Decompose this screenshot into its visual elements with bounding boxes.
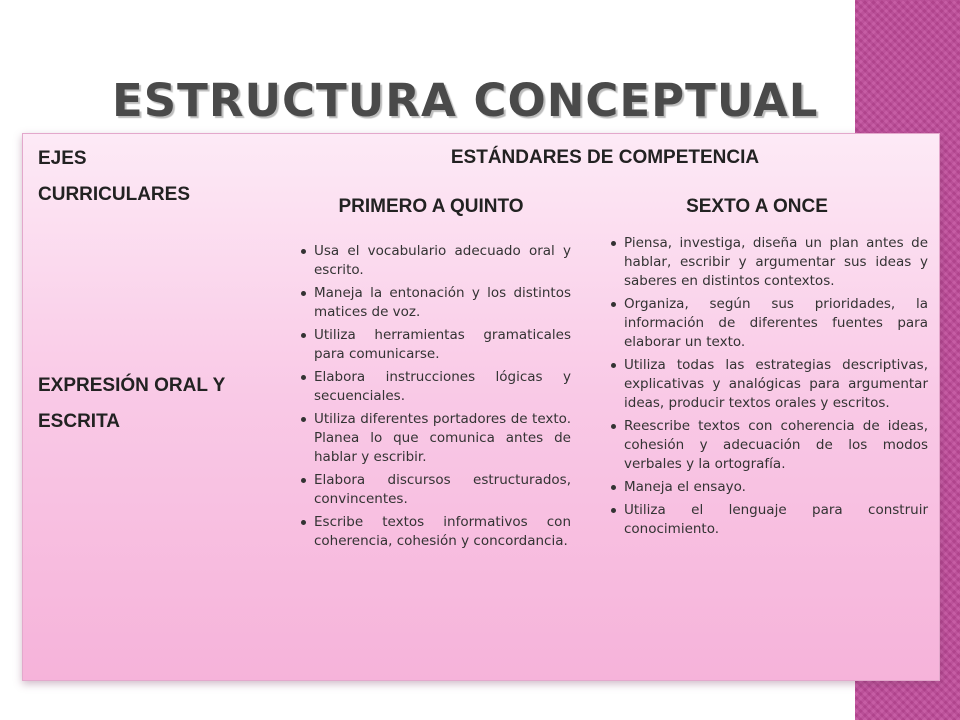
list-item-text: Elabora instrucciones lógicas y secuenciales.	[314, 369, 571, 404]
axis-value: EXPRESIÓN ORAL Y ESCRITA	[38, 375, 225, 432]
column-title-primero-quinto: PRIMERO A QUINTO	[338, 196, 524, 217]
list-item-text: Usa el vocabulario adecuado oral y escrito.	[314, 243, 571, 278]
list-item	[609, 295, 928, 352]
list-item	[609, 234, 928, 291]
list-item	[609, 356, 928, 413]
standards-list-primero-quinto	[299, 242, 571, 555]
axis-header: EJES CURRICULARES	[38, 148, 190, 205]
list-item	[299, 513, 571, 551]
list-item	[609, 417, 928, 474]
list-item-text: Organiza, según sus prioridades, la información de diferentes fuentes para elaborar un texto.	[624, 296, 928, 350]
column-title-sexto-once: SEXTO A ONCE	[686, 196, 828, 217]
slide-title: ESTRUCTURA CONCEPTUAL	[112, 74, 819, 127]
standards-list-sexto-once	[609, 234, 928, 543]
list-item-text: Maneja el ensayo.	[624, 479, 746, 495]
standards-header: ESTÁNDARES DE COMPETENCIA	[450, 147, 760, 168]
list-item-text: Reescribe textos con coherencia de ideas, cohesión y adecuación de los modos verbales y la ortografía.	[624, 418, 928, 472]
list-item-text: Utiliza todas las estrategias descriptivas, explicativas y analógicas para argumentar ideas, producir textos orales y escritos.	[624, 357, 928, 411]
list-item	[609, 501, 928, 539]
list-item-text: Elabora discursos estructurados, convincentes.	[314, 472, 571, 507]
list-item-text: Utiliza diferentes portadores de texto. Planea lo que comunica antes de hablar y escribir.	[314, 411, 571, 465]
list-item-text: Utiliza herramientas gramaticales para comunicarse.	[314, 327, 571, 362]
list-item	[299, 284, 571, 322]
list-item-text: Piensa, investiga, diseña un plan antes de hablar, escribir y argumentar sus ideas y saberes en distintos contextos.	[624, 235, 928, 289]
list-item	[609, 478, 928, 497]
list-item	[299, 242, 571, 280]
list-item	[299, 410, 571, 467]
list-item-text: Utiliza el lenguaje para construir conocimiento.	[624, 502, 928, 537]
list-item	[299, 326, 571, 364]
list-item-text: Escribe textos informativos con coherencia, cohesión y concordancia.	[314, 514, 571, 549]
list-item-text: Maneja la entonación y los distintos matices de voz.	[314, 285, 571, 320]
list-item	[299, 471, 571, 509]
list-item	[299, 368, 571, 406]
